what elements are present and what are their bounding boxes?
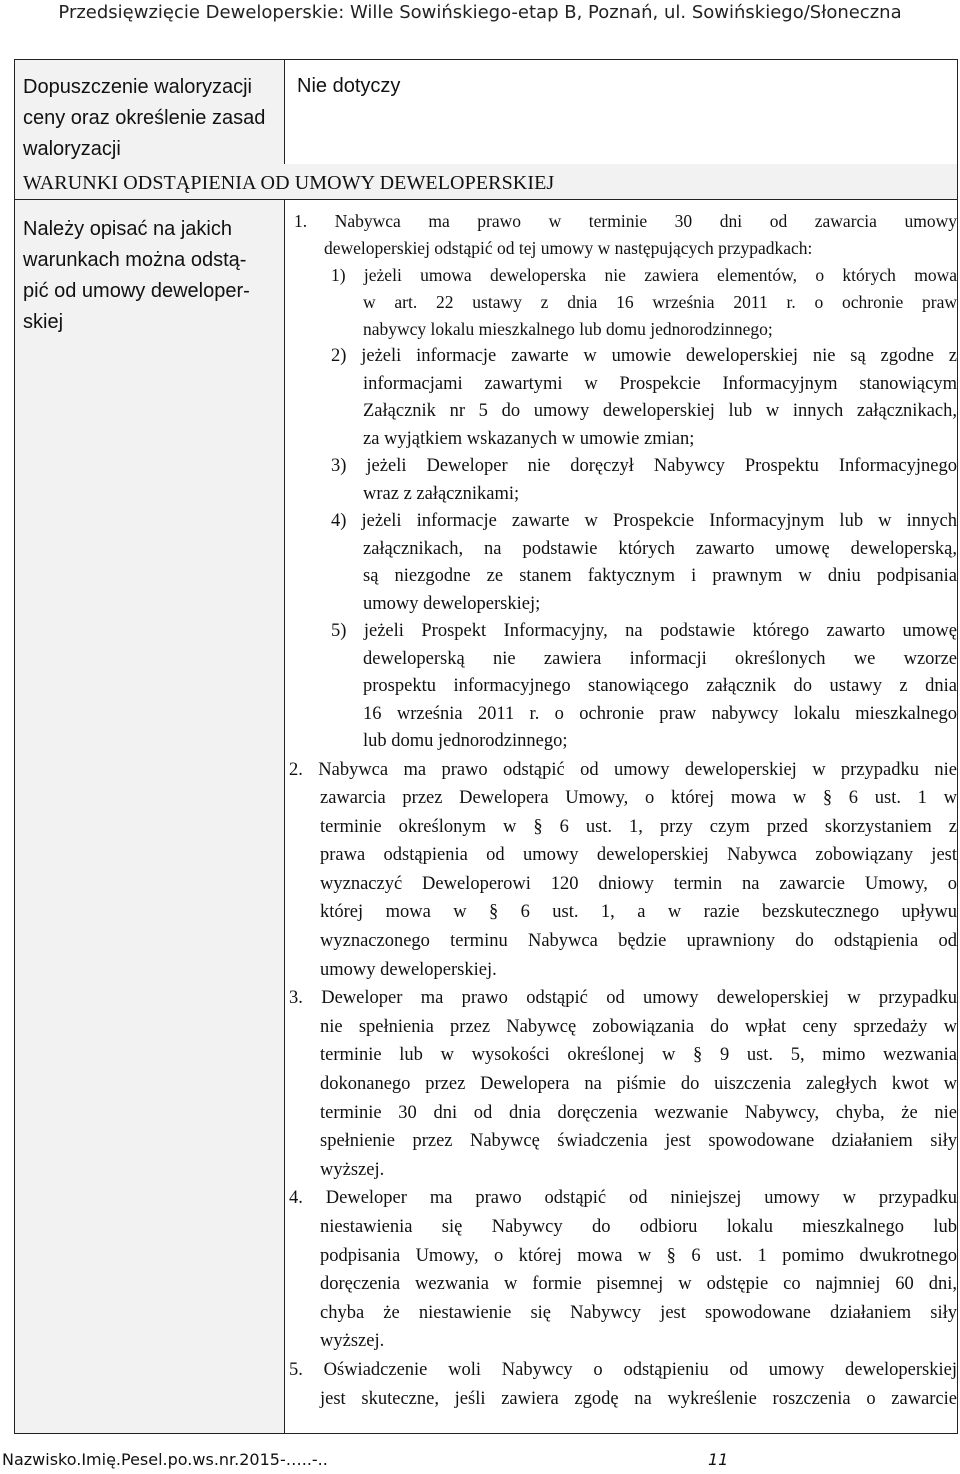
text-line: umowy deweloperskiej. [320,959,497,980]
text-line: 5. Oświadczenie woli Nabywcy o odstąpieniu od umowy deweloperskiej [289,1359,957,1380]
text-line: terminie 30 dni od dnia doręczenia wezwanie Nabywcy, chyba, że nie [320,1102,957,1123]
label-line: warunkach można odstą- [23,249,247,271]
text-line: zawarcia przez Dewelopera Umowy, o której mowa w § 6 ust. 1 w [320,788,957,809]
page-footer [2,1447,960,1473]
text-line: 2) jeżeli informacje zawarte w umowie deweloperskiej nie są zgodne z [331,346,957,366]
text-line: wraz z załącznikami; [363,483,520,504]
text-line: chyba że niestawienie się Nabywcy jest spowodowane działaniem siły [320,1302,957,1323]
valorization-value: Nie dotyczy [297,75,401,97]
numbered-point [285,984,957,1184]
text-line: Załącznik nr 5 do umowy deweloperskiej lub w innych załącznikach, [363,401,957,421]
text-line: jest skuteczne, jeśli zawiera zgodę na wykreślenie roszczenia o zawarcie [320,1388,957,1409]
text-line: terminie określonym w § 6 ust. 1, przy czym przed skorzystaniem z [320,816,957,837]
valorization-label [15,60,285,164]
sub-items-list [285,343,957,756]
contract-table [14,59,958,1434]
text-line: informacjami zawartymi w Prospekcie Informacyjnym stanowiącym [363,373,957,394]
label-line: Należy opisać na jakich [23,218,232,240]
text-line: deweloperską nie zawiera informacji określonych we wzorze [363,648,957,669]
label-line: ceny oraz określenie zasad [23,107,266,129]
sub-item [285,618,957,756]
withdrawal-content [285,200,957,1433]
point-1 [285,208,957,343]
text-line: prospektu informacyjnego stanowiącego załącznik do ustawy z dnia [363,676,957,696]
text-line: nabywcy lokalu mieszkalnego lub domu jednorodzinnego; [363,319,773,339]
text-line: 3. Deweloper ma prawo odstąpić od umowy deweloperskiej w przypadku [289,988,957,1009]
section-title: WARUNKI ODSTĄPIENIA OD UMOWY DEWELOPERSKIEJ [15,164,957,200]
text-line: niestawienia się Nabywcy do odbioru lokalu mieszkalnego lub [320,1217,957,1237]
numbered-point [285,1184,957,1356]
text-line: 5) jeżeli Prospekt Informacyjny, na podstawie którego zawarto umowę [331,621,957,641]
text-line: 1. Nabywca ma prawo w terminie 30 dni od zawarcia umowy [294,211,957,231]
text-line: 16 września 2011 r. o ochronie praw nabywcy lokalu mieszkalnego [363,703,957,724]
page-header: Przedsięwzięcie Deweloperskie: Wille Sowińskiego-etap B, Poznań, ul. Sowińskiego/Słoneczna [58,2,902,23]
label-line: Dopuszczenie waloryzacji [23,76,252,98]
withdrawal-row [15,200,957,1433]
text-line: doręczenia wezwania w formie pisemnej w odstępie co najmniej 60 dni, [320,1274,957,1295]
text-line: spełnienie przez Nabywcę świadczenia jest spowodowane działaniem siły [320,1131,957,1152]
text-line: są niezgodne ze stanem faktycznym i prawnym w dniu podpisania [363,566,957,586]
text-line: umowy deweloperskiej; [363,593,541,614]
sub-item [285,508,957,618]
page-number: 11 [708,1450,729,1469]
numbered-point [285,756,957,985]
text-line: wyższej. [320,1331,385,1352]
label-line: pić od umowy deweloper- [23,280,250,302]
text-line: 1) jeżeli umowa deweloperska nie zawiera elementów, o których mowa [331,265,957,285]
text-line: załącznikach, na podstawie których zawarto umowę deweloperską, [363,538,957,559]
text-line: wyznaczyć Deweloperowi 120 dniowy termin na zawarcie Umowy, o [320,873,957,894]
text-line: 2. Nabywca ma prawo odstąpić od umowy deweloperskiej w przypadku nie [289,759,957,780]
numbered-point [285,1356,957,1413]
text-line: wyznaczonego terminu Nabywca będzie uprawniony do odstąpienia od [320,931,957,952]
text-line: w art. 22 ustawy z dnia 16 września 2011 r. o ochronie praw [363,292,957,312]
label-line: skiej [23,311,64,333]
label-line: waloryzacji [23,138,121,160]
text-line: wyższej. [320,1159,385,1180]
text-line: dokonanego przez Dewelopera na piśmie do uiszczenia zaległych kwot w [320,1074,957,1095]
text-line: terminie lub w wysokości określonej w § 9 ust. 5, mimo wezwania [320,1045,957,1066]
text-line: której mowa w § 6 ust. 1, a w razie bezskutecznego upływu [320,902,957,923]
text-line: 4. Deweloper ma prawo odstąpić od niniejszej umowy w przypadku [289,1188,957,1209]
withdrawal-label [15,200,285,1433]
sub-item [285,453,957,508]
document-id: Nazwisko.Imię.Pesel.po.ws.nr.2015-…..-.. [2,1450,328,1469]
text-line: prawa odstąpienia od umowy deweloperskiej Nabywca zobowiązany jest [320,845,957,866]
text-line: lub domu jednorodzinnego; [363,731,568,751]
text-line: nie spełnienia przez Nabywcę zobowiązania do wpłat ceny sprzedaży w [320,1016,957,1037]
text-line: deweloperskiej odstąpić od tej umowy w następujących przypadkach: [324,238,813,258]
points-list [285,756,957,1414]
sub-item [285,343,957,453]
text-line: 4) jeżeli informacje zawarte w Prospekcie Informacyjnym lub w innych [331,511,957,531]
text-line: 3) jeżeli Deweloper nie doręczył Nabywcy Prospektu Informacyjnego [331,456,957,476]
valorization-row [15,60,957,165]
text-line: za wyjątkiem wskazanych w umowie zmian; [363,428,695,449]
text-line: podpisania Umowy, o której mowa w § 6 ust. 1 pomimo dwukrotnego [320,1245,957,1266]
